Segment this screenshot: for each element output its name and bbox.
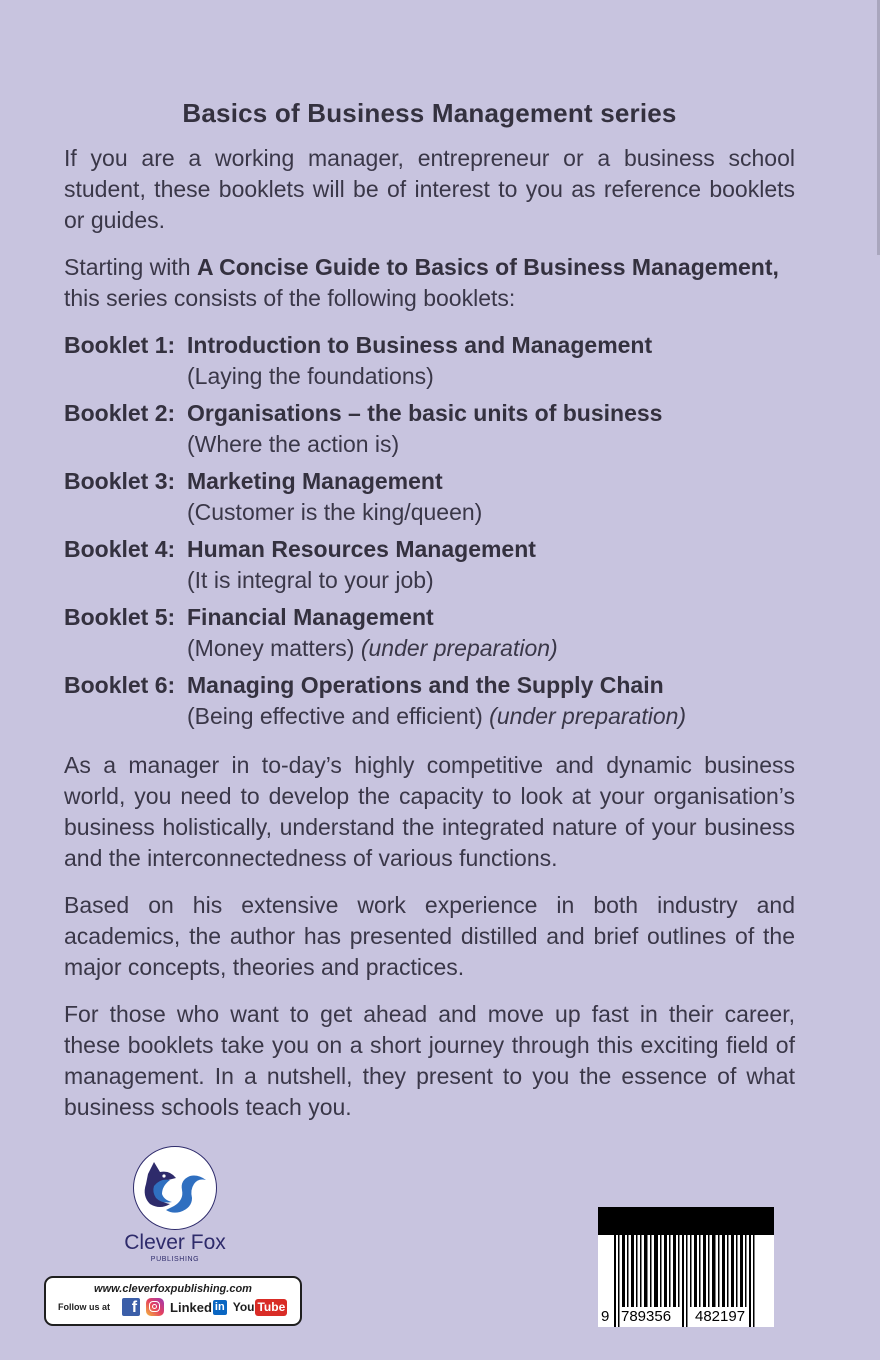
booklet-title: Human Resources Management	[187, 536, 536, 562]
publisher-name: Clever Fox	[124, 1231, 226, 1254]
booklet-item	[64, 670, 795, 732]
booklet-status-note: (under preparation)	[489, 703, 687, 729]
booklet-number: Booklet 5:	[64, 604, 176, 630]
booklet-title: Financial Management	[187, 604, 434, 630]
author-paragraph: Based on his extensive work experience in both industry and academics, the author has presented distilled and brief outlines of the major concepts, theories and practices.	[64, 892, 795, 980]
booklet-subtitle: (Where the action is)	[187, 431, 400, 457]
isbn-barcode	[598, 1207, 774, 1327]
concise-guide-title: A Concise Guide to Basics of Business Management,	[196, 254, 779, 280]
publisher-logo	[118, 1146, 232, 1264]
series-title: Basics of Business Management series	[182, 98, 677, 128]
booklet-number: Booklet 3:	[64, 468, 176, 494]
manager-paragraph: As a manager in to-day’s highly competitive and dynamic business world, you need to develop the capacity to look at your organisation’s business holistically, understand the integrated nature of your business and the interconnectedness of various functions.	[64, 752, 795, 871]
booklet-number: Booklet 4:	[64, 536, 176, 562]
booklet-title: Organisations – the basic units of business	[187, 400, 663, 426]
booklet-title: Marketing Management	[187, 468, 443, 494]
booklet-title: Managing Operations and the Supply Chain	[187, 672, 664, 698]
booklet-status-note: (under preparation)	[360, 635, 558, 661]
follow-label: Follow us at	[58, 1302, 111, 1312]
intro-paragraph: If you are a working manager, entrepreneur or a business school student, these booklets will be of interest to you as reference booklets or guides.	[64, 145, 795, 233]
booklet-subtitle: (Being effective and efficient) (under preparation)	[187, 703, 687, 729]
booklet-item	[64, 602, 795, 664]
starting-prefix: Starting with	[64, 254, 197, 280]
back-cover-text	[64, 98, 795, 1139]
fox-icon	[133, 1146, 217, 1230]
career-paragraph: For those who want to get ahead and move up fast in their career, these booklets take you on a short journey through this exciting field of management. In a nutshell, they present to you the essence of what business schools teach you.	[64, 1001, 795, 1120]
booklet-item	[64, 398, 795, 460]
starting-suffix: this series consists of the following booklets:	[64, 285, 516, 311]
youtube-icon[interactable]: You Tube	[232, 1299, 286, 1314]
booklet-subtitle: (It is integral to your job)	[187, 567, 434, 593]
booklet-subtitle: (Laying the foundations)	[187, 363, 434, 389]
booklet-number: Booklet 1:	[64, 332, 176, 358]
barcode-header-block	[598, 1207, 774, 1235]
booklet-item	[64, 330, 795, 392]
booklet-subtitle: (Customer is the king/queen)	[187, 499, 483, 525]
instagram-icon[interactable]	[146, 1298, 164, 1316]
series-starting-paragraph	[64, 252, 795, 314]
website-link[interactable]: www.cleverfoxpublishing.com	[94, 1283, 252, 1295]
booklet-number: Booklet 6:	[64, 672, 176, 698]
booklet-list	[64, 330, 795, 732]
booklet-title: Introduction to Business and Management	[187, 332, 653, 358]
linkedin-icon[interactable]: Linked in	[170, 1299, 225, 1315]
booklet-number: Booklet 2:	[64, 400, 176, 426]
isbn-digits: 9 789356 482197	[601, 1308, 746, 1325]
booklet-item	[64, 534, 795, 596]
social-follow-box	[44, 1276, 302, 1326]
facebook-icon[interactable]: f	[122, 1298, 140, 1316]
booklet-item	[64, 466, 795, 528]
booklet-subtitle: (Money matters) (under preparation)	[187, 635, 558, 661]
publisher-tagline: PUBLISHING	[150, 1256, 200, 1263]
